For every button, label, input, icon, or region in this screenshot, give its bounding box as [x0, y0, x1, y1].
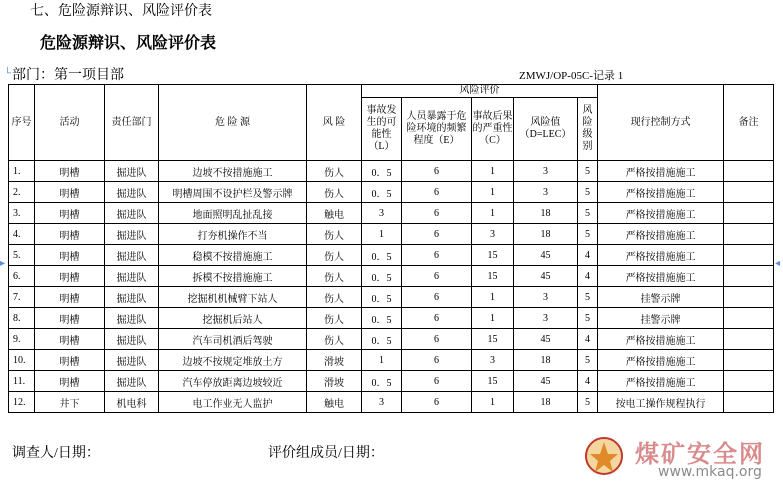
cell-C: 1: [472, 308, 514, 329]
header-C: 事故后果的严重性（C）: [472, 98, 514, 161]
cell-hazard: 地面照明乱扯乱接: [159, 203, 307, 224]
cell-remarks: [724, 224, 774, 245]
cell-no: 12.: [9, 392, 35, 413]
cell-remarks: [724, 371, 774, 392]
cell-remarks: [724, 329, 774, 350]
cell-activity: 明槽: [35, 266, 105, 287]
cell-level: 5: [578, 392, 598, 413]
cell-E: 6: [402, 308, 472, 329]
cell-risk: 滑坡: [307, 350, 362, 371]
section-heading: 七、危险源辩识、风险评价表: [30, 4, 212, 19]
cell-L: 0．5: [362, 308, 402, 329]
table-row: [9, 287, 774, 308]
document-title: 危险源辩识、风险评价表: [40, 35, 217, 52]
cell-activity: 明槽: [35, 371, 105, 392]
cell-no: 7.: [9, 287, 35, 308]
cell-activity: 明槽: [35, 350, 105, 371]
cell-control: 严格按措施施工: [598, 161, 724, 182]
cell-C: 1: [472, 287, 514, 308]
header-activity: 活动: [35, 85, 105, 161]
cell-L: 0．5: [362, 266, 402, 287]
cell-L: 1: [362, 224, 402, 245]
cell-D: 45: [514, 245, 578, 266]
cell-L: 3: [362, 392, 402, 413]
cell-D: 45: [514, 371, 578, 392]
cell-E: 6: [402, 350, 472, 371]
cell-L: 0．5: [362, 287, 402, 308]
cell-L: 0．5: [362, 182, 402, 203]
cell-E: 6: [402, 161, 472, 182]
footer-evaluator: 评价组成员/日期：: [268, 446, 384, 461]
header-control: 现行控制方式: [598, 85, 724, 161]
table-body: [9, 161, 774, 413]
cell-activity: 井下: [35, 392, 105, 413]
table-row: [9, 161, 774, 182]
cell-level: 4: [578, 329, 598, 350]
cell-C: 3: [472, 224, 514, 245]
cell-level: 5: [578, 203, 598, 224]
cell-control: 严格按措施施工: [598, 371, 724, 392]
margin-arrow-right-icon: ◂: [775, 258, 781, 269]
cell-control: 严格按措施施工: [598, 203, 724, 224]
cell-hazard: 边坡不按措施施工: [159, 161, 307, 182]
cell-dept: 掘进队: [105, 245, 159, 266]
cell-control: 严格按措施施工: [598, 182, 724, 203]
header-hazard: 危 险 源: [159, 85, 307, 161]
cell-D: 45: [514, 329, 578, 350]
cell-risk: 伤人: [307, 329, 362, 350]
cell-E: 6: [402, 245, 472, 266]
table-row: [9, 392, 774, 413]
cell-risk: 滑坡: [307, 371, 362, 392]
department-label: 部门：第一项目部: [12, 68, 124, 83]
cell-dept: 掘进队: [105, 371, 159, 392]
table-row: [9, 203, 774, 224]
cell-E: 6: [402, 182, 472, 203]
safety-logo-icon: [584, 436, 624, 476]
cell-hazard: 打夯机操作不当: [159, 224, 307, 245]
cell-level: 5: [578, 182, 598, 203]
cell-activity: 明槽: [35, 182, 105, 203]
header-eval-group: 风险评价: [362, 85, 598, 98]
cell-risk: 伤人: [307, 224, 362, 245]
cell-remarks: [724, 287, 774, 308]
header-responsible: 责任部门: [105, 85, 159, 161]
table-row: [9, 371, 774, 392]
header-risk: 风 险: [307, 85, 362, 161]
cell-hazard: 挖掘机后站人: [159, 308, 307, 329]
cell-activity: 明槽: [35, 203, 105, 224]
cell-control: 严格按措施施工: [598, 266, 724, 287]
cell-activity: 明槽: [35, 245, 105, 266]
cell-dept: 掘进队: [105, 266, 159, 287]
watermark: [580, 432, 780, 487]
cell-hazard: 边坡不按规定堆放土方: [159, 350, 307, 371]
cell-D: 18: [514, 203, 578, 224]
cell-E: 6: [402, 224, 472, 245]
cell-level: 5: [578, 350, 598, 371]
cell-D: 3: [514, 287, 578, 308]
cell-dept: 掘进队: [105, 287, 159, 308]
cell-C: 3: [472, 350, 514, 371]
cell-dept: 掘进队: [105, 203, 159, 224]
cell-dept: 掘进队: [105, 308, 159, 329]
cell-E: 6: [402, 266, 472, 287]
cell-remarks: [724, 392, 774, 413]
cell-no: 6.: [9, 266, 35, 287]
cell-D: 3: [514, 308, 578, 329]
table-row: [9, 245, 774, 266]
header-level: 风险级别: [578, 98, 598, 161]
cell-level: 5: [578, 287, 598, 308]
cell-dept: 掘进队: [105, 329, 159, 350]
cell-activity: 明槽: [35, 308, 105, 329]
cell-activity: 明槽: [35, 161, 105, 182]
cell-level: 4: [578, 245, 598, 266]
header-E: 人员暴露于危险环境的频繁程度（E）: [402, 98, 472, 161]
margin-arrow-left-icon: ▸: [0, 258, 6, 269]
table-row: [9, 308, 774, 329]
cell-hazard: 挖掘机机械臂下站人: [159, 287, 307, 308]
cell-D: 18: [514, 350, 578, 371]
cell-D: 3: [514, 161, 578, 182]
cell-L: 0．5: [362, 161, 402, 182]
cell-control: 挂警示牌: [598, 308, 724, 329]
cell-L: 0．5: [362, 329, 402, 350]
cell-E: 6: [402, 392, 472, 413]
cell-L: 0．5: [362, 245, 402, 266]
cell-D: 18: [514, 392, 578, 413]
cell-risk: 伤人: [307, 182, 362, 203]
cell-control: 挂警示牌: [598, 287, 724, 308]
cell-risk: 伤人: [307, 266, 362, 287]
cell-L: 3: [362, 203, 402, 224]
cell-C: 1: [472, 182, 514, 203]
cell-hazard: 汽车司机酒后驾驶: [159, 329, 307, 350]
cell-no: 10.: [9, 350, 35, 371]
cell-remarks: [724, 308, 774, 329]
cell-hazard: 稳模不按措施施工: [159, 245, 307, 266]
cell-level: 5: [578, 308, 598, 329]
cell-D: 3: [514, 182, 578, 203]
cell-risk: 伤人: [307, 287, 362, 308]
cell-remarks: [724, 350, 774, 371]
cell-no: 3.: [9, 203, 35, 224]
cell-control: 严格按措施施工: [598, 224, 724, 245]
cell-hazard: 拆模不按措施施工: [159, 266, 307, 287]
cell-control: 严格按措施施工: [598, 329, 724, 350]
header-no: 序号: [9, 85, 35, 161]
table-row: [9, 350, 774, 371]
cell-control: 严格按措施施工: [598, 245, 724, 266]
cell-remarks: [724, 266, 774, 287]
header-L: 事故发生的可能性（L）: [362, 98, 402, 161]
cell-level: 4: [578, 371, 598, 392]
watermark-name: 煤矿安全网: [635, 440, 765, 468]
cell-hazard: 明槽周围不设护栏及警示牌: [159, 182, 307, 203]
cell-control: 按电工操作规程执行: [598, 392, 724, 413]
cell-E: 6: [402, 329, 472, 350]
cell-remarks: [724, 161, 774, 182]
margin-marker-icon: └: [4, 68, 12, 79]
cell-hazard: 电工作业无人监护: [159, 392, 307, 413]
cell-risk: 触电: [307, 392, 362, 413]
cell-dept: 掘进队: [105, 224, 159, 245]
cell-dept: 掘进队: [105, 182, 159, 203]
cell-risk: 伤人: [307, 308, 362, 329]
cell-remarks: [724, 203, 774, 224]
cell-C: 15: [472, 245, 514, 266]
document-number: ZMWJ/OP-05C-记录 1: [519, 70, 624, 82]
cell-L: 1: [362, 350, 402, 371]
cell-dept: 掘进队: [105, 350, 159, 371]
cell-no: 1.: [9, 161, 35, 182]
cell-risk: 触电: [307, 203, 362, 224]
table-row: [9, 329, 774, 350]
cell-L: 0．5: [362, 371, 402, 392]
cell-C: 15: [472, 371, 514, 392]
cell-dept: 掘进队: [105, 161, 159, 182]
header-remarks: 备注: [724, 85, 774, 161]
cell-no: 8.: [9, 308, 35, 329]
footer-investigator: 调查人/日期：: [12, 446, 100, 461]
cell-control: 严格按措施施工: [598, 350, 724, 371]
cell-no: 2.: [9, 182, 35, 203]
cell-D: 45: [514, 266, 578, 287]
cell-no: 4.: [9, 224, 35, 245]
cell-activity: 明槽: [35, 287, 105, 308]
cell-level: 5: [578, 224, 598, 245]
cell-level: 4: [578, 266, 598, 287]
watermark-url: www.mkaq.org: [658, 464, 762, 480]
cell-risk: 伤人: [307, 161, 362, 182]
table-row: [9, 224, 774, 245]
cell-C: 15: [472, 329, 514, 350]
cell-activity: 明槽: [35, 329, 105, 350]
cell-hazard: 汽车停放距离边坡较近: [159, 371, 307, 392]
cell-C: 1: [472, 161, 514, 182]
cell-remarks: [724, 245, 774, 266]
header-D: 风险值（D=LEC）: [514, 98, 578, 161]
cell-C: 1: [472, 392, 514, 413]
cell-C: 15: [472, 266, 514, 287]
cell-E: 6: [402, 203, 472, 224]
cell-E: 6: [402, 287, 472, 308]
cell-E: 6: [402, 371, 472, 392]
cell-D: 18: [514, 224, 578, 245]
cell-C: 1: [472, 203, 514, 224]
cell-no: 11.: [9, 371, 35, 392]
cell-level: 5: [578, 161, 598, 182]
cell-activity: 明槽: [35, 224, 105, 245]
risk-evaluation-table: [8, 84, 774, 413]
cell-remarks: [724, 182, 774, 203]
cell-no: 5.: [9, 245, 35, 266]
cell-risk: 伤人: [307, 245, 362, 266]
table-row: [9, 182, 774, 203]
cell-dept: 机电科: [105, 392, 159, 413]
cell-no: 9.: [9, 329, 35, 350]
table-row: [9, 266, 774, 287]
